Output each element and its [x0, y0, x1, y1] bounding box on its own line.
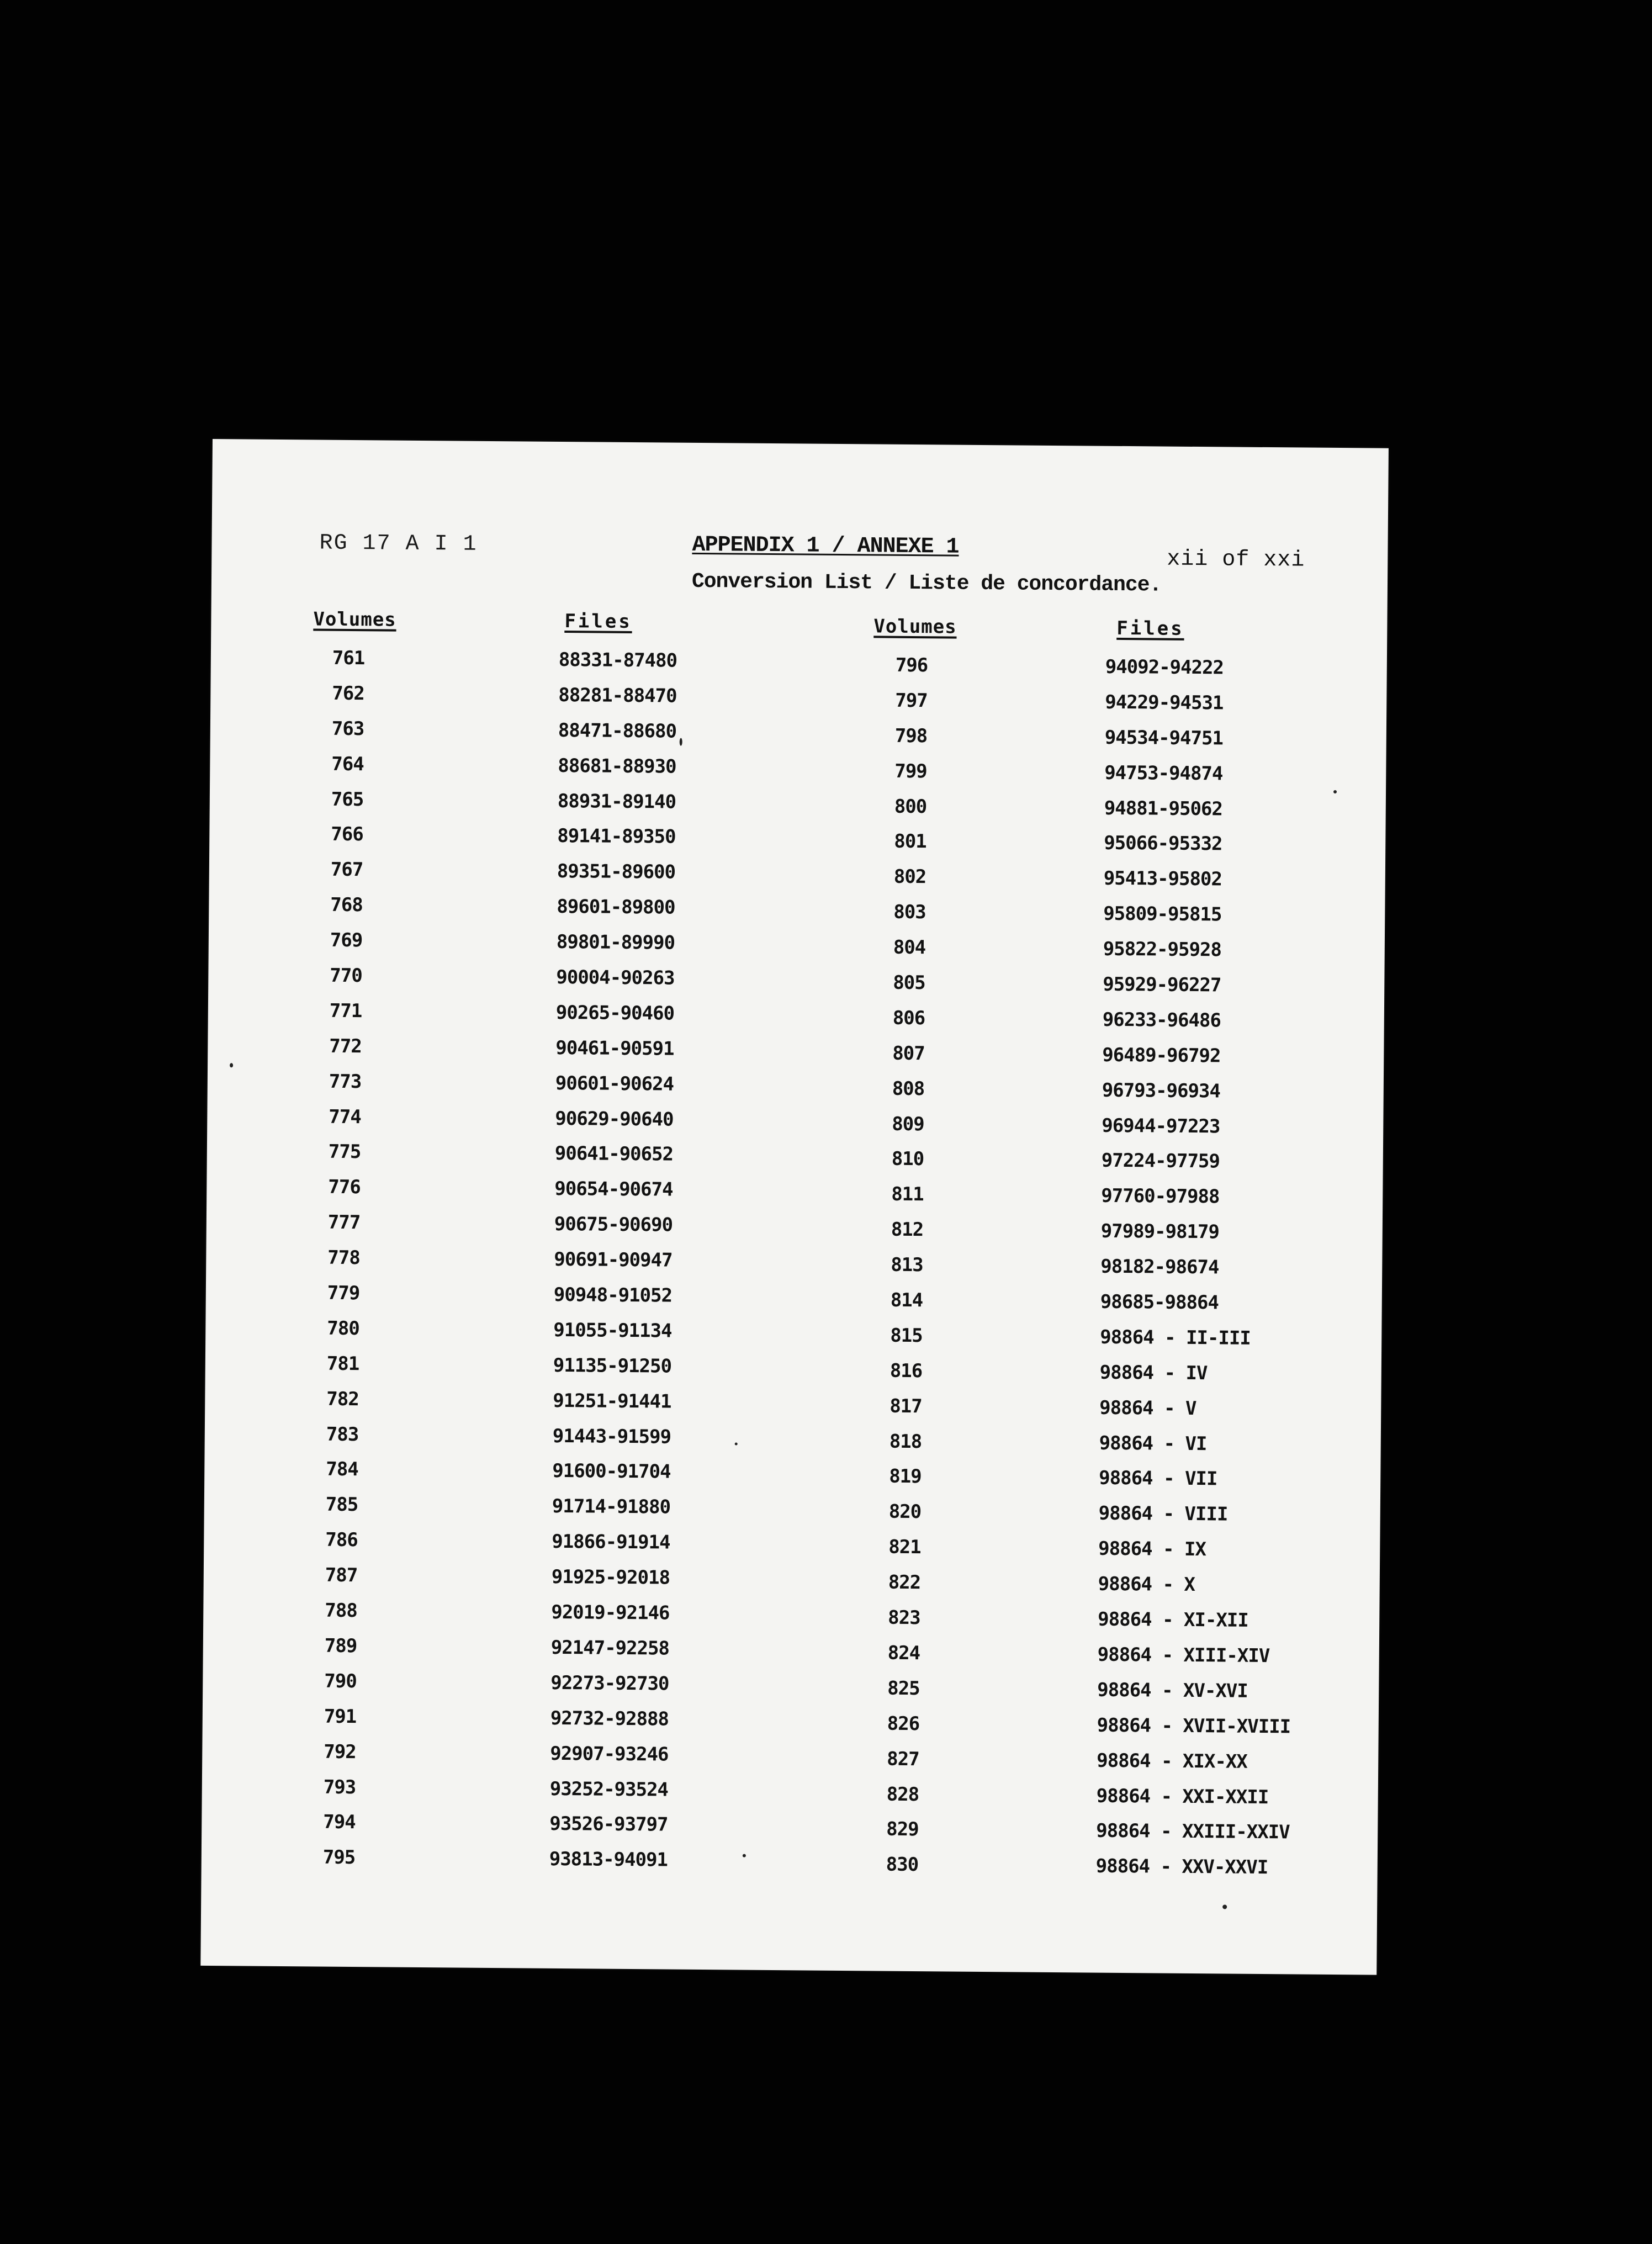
table-row — [285, 1705, 782, 1744]
table-row — [293, 753, 790, 792]
volume-number: 762 — [332, 682, 364, 705]
page-header — [211, 439, 1389, 614]
table-row — [289, 1176, 786, 1215]
table-row — [284, 1846, 781, 1885]
film-speck — [743, 1854, 746, 1857]
volume-number: 763 — [331, 717, 364, 740]
table-row — [285, 1670, 782, 1709]
film-speck — [735, 1442, 738, 1445]
table-row — [292, 858, 789, 897]
right-files-header: Files — [1116, 617, 1184, 640]
volume-number: 782 — [326, 1388, 359, 1410]
left-files-header: Files — [564, 610, 632, 633]
volume-number: 768 — [330, 893, 363, 917]
table-row — [860, 971, 1357, 1010]
volume-number: 827 — [887, 1748, 919, 1770]
table-row — [292, 929, 788, 968]
volume-number: 804 — [893, 936, 926, 959]
volume-number: 807 — [892, 1042, 925, 1065]
file-range: 89351-89600 — [557, 860, 676, 883]
table-row — [856, 1359, 1353, 1399]
file-range: 98864 - XV-XVI — [1097, 1679, 1248, 1702]
table-row — [294, 647, 791, 686]
file-range: 90675-90690 — [554, 1213, 673, 1236]
table-row — [859, 1077, 1356, 1116]
file-range: 90691-90947 — [554, 1248, 673, 1272]
table-row — [856, 1465, 1353, 1505]
file-range: 95066-95332 — [1104, 832, 1222, 855]
table-row — [288, 1423, 785, 1462]
table-row — [854, 1677, 1351, 1716]
file-range: 91925-92018 — [551, 1566, 670, 1589]
table-row — [860, 901, 1357, 940]
file-range: 98182-98674 — [1100, 1255, 1219, 1279]
document-page — [200, 439, 1389, 1975]
table-row — [856, 1395, 1353, 1434]
volume-number: 786 — [325, 1528, 358, 1552]
file-range: 94753-94874 — [1104, 761, 1223, 785]
table-row — [290, 1141, 787, 1180]
table-row — [860, 866, 1357, 905]
table-row — [858, 1148, 1355, 1187]
file-range: 90265-90460 — [555, 1001, 675, 1025]
film-speck — [230, 1063, 233, 1067]
file-range: 90641-90652 — [554, 1142, 674, 1166]
file-range: 98864 - V — [1099, 1396, 1196, 1420]
file-range: 92147-92258 — [550, 1636, 670, 1660]
file-range: 93813-94091 — [549, 1848, 668, 1871]
table-row — [290, 1070, 787, 1109]
volume-number: 787 — [325, 1564, 358, 1587]
volume-number: 761 — [332, 647, 365, 670]
file-range: 91714-91880 — [552, 1495, 671, 1518]
table-row — [853, 1818, 1350, 1857]
table-row — [289, 1211, 786, 1250]
file-range: 98864 - XXIII-XXIV — [1096, 1820, 1290, 1844]
volume-number: 828 — [886, 1783, 919, 1806]
appendix-title — [692, 533, 959, 560]
volume-number: 780 — [327, 1317, 359, 1340]
file-range: 94534-94751 — [1104, 726, 1224, 750]
table-row — [287, 1493, 784, 1532]
volume-number: 776 — [328, 1176, 361, 1199]
table-row — [859, 1007, 1356, 1046]
table-row — [857, 1289, 1354, 1328]
file-range: 93526-93797 — [549, 1813, 668, 1836]
volume-number: 808 — [892, 1077, 925, 1100]
volume-number: 794 — [323, 1811, 356, 1834]
volume-number: 784 — [326, 1458, 358, 1481]
file-range: 96233-96486 — [1102, 1008, 1221, 1032]
volume-number: 806 — [892, 1007, 925, 1030]
volume-number: 818 — [889, 1430, 922, 1453]
file-range: 91135-91250 — [553, 1354, 672, 1378]
volume-number: 821 — [888, 1536, 921, 1559]
volume-number: 785 — [325, 1494, 358, 1516]
volume-number: 830 — [886, 1853, 919, 1876]
volume-number: 814 — [890, 1289, 923, 1312]
volume-number: 767 — [330, 859, 363, 881]
table-row — [862, 689, 1359, 728]
file-range: 98864 - XI-XII — [1098, 1608, 1248, 1632]
table-row — [861, 830, 1358, 870]
table-row — [288, 1352, 785, 1391]
volume-number: 797 — [895, 689, 928, 712]
file-range: 92732-92888 — [550, 1707, 669, 1730]
left-conversion-table — [284, 647, 791, 1885]
table-row — [854, 1748, 1351, 1787]
table-row — [859, 1042, 1356, 1081]
volume-number: 811 — [891, 1183, 924, 1206]
volume-number: 773 — [329, 1070, 362, 1093]
file-range: 90948-91052 — [553, 1283, 673, 1307]
table-row — [861, 724, 1358, 764]
file-range: 98864 - IV — [1099, 1361, 1208, 1385]
conversion-list-subtitle: Conversion List / Liste de concordance. — [691, 569, 1162, 597]
volume-number: 781 — [326, 1352, 359, 1375]
table-row — [292, 893, 788, 933]
volume-number: 819 — [889, 1465, 922, 1488]
table-row — [286, 1599, 783, 1638]
volume-number: 769 — [330, 929, 363, 952]
table-row — [289, 1282, 786, 1321]
table-row — [287, 1458, 784, 1497]
film-speck — [1333, 790, 1337, 793]
file-range: 98864 - XVII-XVIII — [1097, 1714, 1291, 1738]
table-row — [288, 1317, 785, 1356]
table-row — [285, 1634, 782, 1674]
volume-number: 829 — [886, 1818, 919, 1841]
film-speck — [1222, 1904, 1227, 1909]
file-range: 90654-90674 — [554, 1178, 673, 1201]
file-range: 97224-97759 — [1101, 1150, 1220, 1173]
file-range: 92273-92730 — [550, 1671, 669, 1695]
file-range: 90601-90624 — [555, 1072, 674, 1095]
table-row — [288, 1388, 785, 1427]
table-row — [857, 1253, 1354, 1293]
appendix-title-text: APPENDIX 1 / ANNEXE 1 — [692, 532, 959, 560]
file-range: 91251-91441 — [553, 1389, 671, 1413]
volume-number: 764 — [331, 753, 364, 775]
table-row — [292, 823, 789, 862]
table-row — [293, 682, 790, 721]
file-range: 98864 - VIII — [1098, 1502, 1228, 1526]
table-row — [853, 1783, 1350, 1822]
volume-number: 799 — [894, 760, 927, 782]
volume-number: 820 — [888, 1501, 922, 1523]
volume-number: 795 — [322, 1846, 356, 1869]
file-range: 94881-95062 — [1104, 797, 1223, 820]
file-range: 89141-89350 — [557, 825, 676, 849]
table-row — [284, 1811, 781, 1850]
volume-number: 809 — [892, 1113, 924, 1135]
file-range: 98864 - II-III — [1100, 1326, 1251, 1349]
volume-number: 783 — [326, 1423, 359, 1446]
volume-number: 774 — [329, 1105, 361, 1128]
file-range: 91055-91134 — [553, 1319, 672, 1342]
volume-number: 779 — [327, 1282, 360, 1305]
file-range: 92907-93246 — [550, 1742, 669, 1766]
volume-number: 798 — [894, 724, 928, 747]
table-row — [854, 1712, 1351, 1751]
table-row — [855, 1606, 1352, 1645]
table-row — [860, 936, 1357, 975]
file-range: 98864 - X — [1098, 1573, 1195, 1596]
file-range: 95929-96227 — [1103, 973, 1221, 997]
table-row — [856, 1430, 1353, 1469]
file-range: 94092-94222 — [1105, 655, 1224, 679]
volume-number: 778 — [327, 1246, 360, 1269]
volume-number: 796 — [895, 654, 928, 677]
file-range: 90461-90591 — [555, 1036, 674, 1060]
file-range: 89601-89800 — [557, 896, 675, 919]
table-row — [291, 999, 788, 1039]
volume-number: 810 — [891, 1148, 924, 1171]
volume-number: 765 — [331, 788, 364, 811]
volume-number: 813 — [891, 1253, 923, 1277]
table-row — [858, 1183, 1355, 1222]
volume-number: 777 — [327, 1211, 361, 1234]
file-range: 90004-90263 — [556, 966, 675, 989]
right-volumes-header: Volumes — [873, 615, 957, 638]
file-range: 91600-91704 — [552, 1460, 671, 1484]
file-range: 96489-96792 — [1102, 1044, 1221, 1067]
table-row — [854, 1642, 1351, 1681]
volume-number: 772 — [329, 1035, 362, 1057]
file-range: 98864 - XIX-XX — [1097, 1749, 1247, 1773]
file-range: 88331-87480 — [558, 648, 677, 672]
file-range: 97989-98179 — [1100, 1220, 1220, 1243]
file-range: 91866-91914 — [552, 1531, 670, 1554]
volume-number: 817 — [889, 1395, 922, 1417]
volume-number: 824 — [887, 1642, 920, 1665]
volume-number: 771 — [329, 999, 362, 1023]
table-row — [853, 1853, 1349, 1892]
volume-number: 805 — [893, 971, 925, 994]
volume-number: 823 — [888, 1606, 920, 1629]
volume-number: 822 — [888, 1571, 921, 1594]
file-range: 95413-95802 — [1103, 867, 1222, 891]
file-range: 98864 - IX — [1098, 1537, 1206, 1561]
volume-number: 770 — [330, 964, 362, 987]
file-range: 98864 - XXI-XXII — [1096, 1785, 1269, 1808]
file-range: 90629-90640 — [555, 1107, 674, 1131]
volume-number: 775 — [328, 1141, 361, 1163]
file-range: 88931-89140 — [557, 790, 676, 813]
record-group-label: RG 17 A I 1 — [319, 531, 478, 557]
table-row — [855, 1571, 1352, 1610]
table-row — [859, 1113, 1356, 1152]
file-range: 95822-95928 — [1103, 938, 1222, 961]
table-row — [861, 760, 1358, 799]
table-row — [857, 1218, 1354, 1257]
table-row — [293, 717, 790, 756]
table-row — [287, 1528, 783, 1568]
file-range: 98864 - XIII-XIV — [1097, 1643, 1270, 1668]
volume-number: 801 — [894, 830, 926, 853]
volume-number: 791 — [324, 1705, 357, 1728]
page-number: xii of xxi — [1167, 547, 1305, 573]
volume-number: 803 — [893, 901, 926, 924]
volume-number: 793 — [323, 1776, 356, 1798]
volume-number: 800 — [894, 795, 927, 818]
table-row — [291, 964, 788, 1003]
volume-number: 802 — [893, 866, 926, 888]
right-conversion-table — [853, 654, 1359, 1892]
file-range: 91443-91599 — [552, 1425, 671, 1448]
volume-number: 789 — [324, 1634, 357, 1658]
file-range: 96944-97223 — [1102, 1114, 1220, 1137]
file-range: 96793-96934 — [1102, 1079, 1221, 1103]
volume-number: 792 — [324, 1740, 356, 1763]
file-range: 88471-88680 — [558, 719, 677, 743]
file-range: 98685-98864 — [1100, 1290, 1219, 1314]
volume-number: 766 — [331, 823, 363, 846]
file-range: 98864 - XXV-XXVI — [1095, 1855, 1268, 1879]
table-row — [289, 1246, 786, 1285]
volume-number: 815 — [890, 1324, 923, 1347]
file-range: 94229-94531 — [1105, 691, 1224, 715]
file-range: 92019-92146 — [551, 1601, 670, 1624]
volume-number: 788 — [325, 1599, 357, 1622]
file-range: 93252-93524 — [549, 1777, 669, 1801]
table-row — [857, 1324, 1354, 1363]
file-range: 89801-89990 — [556, 931, 675, 954]
table-row — [290, 1105, 787, 1145]
table-row — [855, 1536, 1352, 1575]
volume-number: 790 — [324, 1670, 357, 1692]
table-row — [285, 1740, 782, 1780]
file-range: 98864 - VI — [1099, 1432, 1207, 1455]
table-row — [855, 1501, 1352, 1540]
file-range: 95809-95815 — [1103, 902, 1222, 926]
volume-number: 812 — [891, 1218, 924, 1241]
table-row — [861, 795, 1358, 834]
left-volumes-header: Volumes — [313, 608, 396, 631]
file-range: 88681-88930 — [558, 754, 676, 778]
table-row — [287, 1564, 783, 1603]
table-row — [284, 1776, 781, 1815]
file-range: 97760-97988 — [1101, 1185, 1220, 1208]
table-row — [290, 1035, 787, 1074]
table-row — [862, 654, 1359, 693]
table-row — [293, 788, 790, 827]
file-range: 88281-88470 — [558, 684, 677, 707]
volume-number: 816 — [889, 1359, 923, 1382]
volume-number: 825 — [887, 1677, 920, 1700]
file-range: 98864 - VII — [1099, 1467, 1217, 1490]
volume-number: 826 — [887, 1712, 920, 1735]
